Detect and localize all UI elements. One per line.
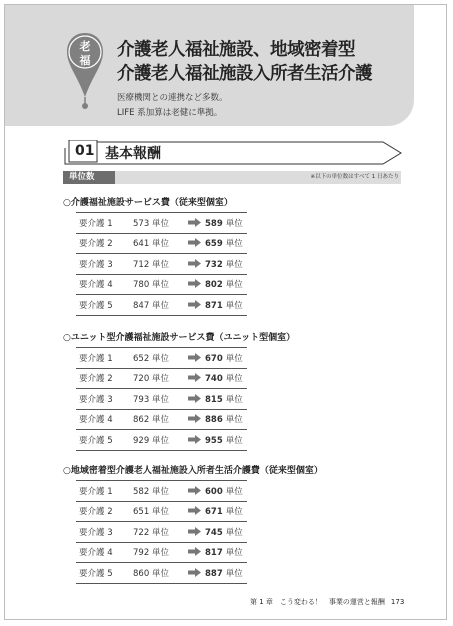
new-units-cell [205, 213, 247, 234]
table-row [76, 409, 247, 430]
old-units-cell [133, 481, 183, 502]
section-number: 01 [75, 143, 95, 159]
care-level: 要介護 3 [76, 254, 133, 275]
arrow-cell [183, 409, 205, 430]
old-units-cell [133, 430, 183, 451]
new-units: 817 [205, 548, 223, 559]
care-level: 要介護 4 [76, 542, 133, 563]
table-row [76, 389, 247, 410]
unit-suffix: 単位 [225, 300, 243, 311]
table-row [76, 295, 247, 316]
care-level: 要介護 5 [76, 295, 133, 316]
unit-label: 単位数 [63, 171, 115, 184]
section-title: 基本報酬 [105, 146, 161, 162]
unit-suffix: 単位 [151, 353, 169, 364]
map-pin-icon [65, 31, 105, 111]
new-units: 600 [205, 486, 223, 497]
table-row [76, 522, 247, 543]
new-units-cell [205, 409, 247, 430]
new-units-cell [205, 522, 247, 543]
arrow-cell [183, 254, 205, 275]
new-units-cell [205, 348, 247, 369]
page-number: 173 [390, 598, 405, 606]
table-row [76, 368, 247, 389]
new-units-cell [205, 389, 247, 410]
old-units: 929 [133, 435, 150, 446]
unit-suffix: 単位 [151, 435, 169, 446]
old-units: 847 [133, 300, 150, 311]
unit-suffix: 単位 [225, 548, 243, 559]
new-units: 745 [205, 527, 223, 538]
old-units-cell [133, 501, 183, 522]
unit-suffix: 単位 [225, 374, 243, 385]
unit-suffix: 単位 [151, 548, 169, 559]
arrow-cell [183, 213, 205, 234]
unit-suffix: 単位 [151, 507, 169, 518]
right-arrow-icon [188, 218, 201, 227]
unit-suffix: 単位 [151, 300, 169, 311]
unit-suffix: 単位 [151, 218, 169, 229]
old-units: 641 [133, 239, 150, 250]
care-level: 要介護 3 [76, 522, 133, 543]
old-units-cell [133, 389, 183, 410]
arrow-cell [183, 389, 205, 410]
care-level: 要介護 4 [76, 274, 133, 295]
old-units-cell [133, 233, 183, 254]
unit-suffix: 単位 [151, 259, 169, 270]
unit-suffix: 単位 [225, 527, 243, 538]
new-units: 732 [205, 259, 223, 270]
old-units-cell [133, 368, 183, 389]
new-units-cell [205, 563, 247, 584]
right-arrow-icon [188, 300, 201, 309]
section-heading [63, 140, 403, 166]
old-units-cell [133, 409, 183, 430]
table-row [76, 213, 247, 234]
right-arrow-icon [188, 353, 201, 362]
old-units: 793 [133, 394, 150, 405]
old-units: 780 [133, 280, 150, 291]
arrow-cell [183, 501, 205, 522]
old-units-cell [133, 274, 183, 295]
unit-suffix: 単位 [151, 280, 169, 291]
table-row [76, 430, 247, 451]
page-title [117, 38, 372, 86]
new-units: 955 [205, 435, 223, 446]
page-header [5, 5, 414, 126]
old-units: 573 [133, 218, 150, 229]
new-units: 740 [205, 374, 223, 385]
new-units: 887 [205, 568, 223, 579]
right-arrow-icon [188, 279, 201, 288]
page-footer [250, 597, 404, 607]
old-units-cell [133, 213, 183, 234]
right-arrow-icon [188, 238, 201, 247]
care-level: 要介護 2 [76, 501, 133, 522]
new-units-cell [205, 542, 247, 563]
table-row [76, 563, 247, 584]
unit-bar [63, 171, 401, 184]
pin-label-top: 老 [79, 40, 91, 53]
care-level: 要介護 1 [76, 481, 133, 502]
care-level: 要介護 1 [76, 213, 133, 234]
new-units: 671 [205, 507, 223, 518]
subtitle-line-2: LIFE 系加算は老健に準拠。 [117, 108, 223, 118]
unit-note: ※以下の単位数はすべて 1 日あたり [310, 174, 399, 180]
new-units: 802 [205, 280, 223, 291]
unit-suffix: 単位 [151, 415, 169, 426]
arrow-cell [183, 522, 205, 543]
unit-suffix: 単位 [151, 486, 169, 497]
arrow-cell [183, 348, 205, 369]
arrow-cell [183, 295, 205, 316]
old-units: 860 [133, 568, 150, 579]
arrow-cell [183, 233, 205, 254]
right-arrow-icon [188, 435, 201, 444]
arrow-cell [183, 368, 205, 389]
arrow-cell [183, 481, 205, 502]
table-row [76, 233, 247, 254]
fee-table [76, 347, 247, 451]
unit-suffix: 単位 [225, 280, 243, 291]
new-units-cell [205, 233, 247, 254]
pin-label-bottom: 福 [79, 54, 91, 67]
new-units-cell [205, 254, 247, 275]
care-level: 要介護 2 [76, 368, 133, 389]
group-title: ○介護福祉施設サービス費（従来型個室） [63, 198, 233, 208]
table-row [76, 481, 247, 502]
unit-suffix: 単位 [151, 527, 169, 538]
group-title: ○ユニット型介護福祉施設サービス費（ユニット型個室） [63, 333, 296, 343]
old-units-cell [133, 522, 183, 543]
new-units: 670 [205, 353, 223, 364]
care-level: 要介護 2 [76, 233, 133, 254]
old-units-cell [133, 254, 183, 275]
old-units: 651 [133, 507, 150, 518]
right-arrow-icon [188, 486, 201, 495]
table-row [76, 254, 247, 275]
new-units-cell [205, 430, 247, 451]
unit-suffix: 単位 [225, 239, 243, 250]
right-arrow-icon [188, 568, 201, 577]
unit-suffix: 単位 [151, 568, 169, 579]
care-level: 要介護 1 [76, 348, 133, 369]
care-level: 要介護 5 [76, 430, 133, 451]
new-units-cell [205, 295, 247, 316]
new-units-cell [205, 501, 247, 522]
unit-suffix: 単位 [225, 486, 243, 497]
unit-suffix: 単位 [225, 568, 243, 579]
subtitle-line-1: 医療機関との連携など多数。 [117, 93, 228, 103]
right-arrow-icon [188, 394, 201, 403]
table-row [76, 274, 247, 295]
care-level: 要介護 3 [76, 389, 133, 410]
old-units: 720 [133, 374, 150, 385]
old-units-cell [133, 563, 183, 584]
right-arrow-icon [188, 547, 201, 556]
arrow-cell [183, 542, 205, 563]
new-units-cell [205, 274, 247, 295]
care-level: 要介護 4 [76, 409, 133, 430]
right-arrow-icon [188, 373, 201, 382]
fee-table [76, 212, 247, 316]
old-units-cell [133, 348, 183, 369]
unit-suffix: 単位 [225, 507, 243, 518]
right-arrow-icon [188, 259, 201, 268]
table-row [76, 542, 247, 563]
new-units: 659 [205, 239, 223, 250]
table-row [76, 348, 247, 369]
group-title: ○地域密着型介護老人福祉施設入所者生活介護費（従来型個室） [63, 466, 323, 476]
arrow-cell [183, 430, 205, 451]
old-units-cell [133, 295, 183, 316]
unit-suffix: 単位 [151, 374, 169, 385]
title-line-2: 介護老人福祉施設入所者生活介護 [117, 64, 372, 84]
new-units: 589 [205, 218, 223, 229]
unit-suffix: 単位 [225, 394, 243, 405]
title-line-1: 介護老人福祉施設、地域密着型 [117, 40, 355, 60]
page-subtitle [117, 91, 228, 121]
unit-suffix: 単位 [225, 353, 243, 364]
unit-suffix: 単位 [225, 435, 243, 446]
new-units: 815 [205, 394, 223, 405]
unit-suffix: 単位 [151, 239, 169, 250]
arrow-cell [183, 274, 205, 295]
right-arrow-icon [188, 506, 201, 515]
new-units-cell [205, 368, 247, 389]
old-units: 862 [133, 415, 150, 426]
new-units: 886 [205, 415, 223, 426]
footer-chapter: 第 1 章 こう変わる！ 事業の運営と報酬 [250, 598, 385, 606]
old-units: 652 [133, 353, 150, 364]
right-arrow-icon [188, 527, 201, 536]
new-units: 871 [205, 300, 223, 311]
unit-suffix: 単位 [225, 218, 243, 229]
old-units: 582 [133, 486, 150, 497]
right-arrow-icon [188, 414, 201, 423]
new-units-cell [205, 481, 247, 502]
fee-table [76, 480, 247, 584]
old-units: 712 [133, 259, 150, 270]
old-units: 722 [133, 527, 150, 538]
unit-suffix: 単位 [151, 394, 169, 405]
old-units: 792 [133, 548, 150, 559]
arrow-cell [183, 563, 205, 584]
care-level: 要介護 5 [76, 563, 133, 584]
unit-suffix: 単位 [225, 415, 243, 426]
unit-suffix: 単位 [225, 259, 243, 270]
old-units-cell [133, 542, 183, 563]
table-row [76, 501, 247, 522]
